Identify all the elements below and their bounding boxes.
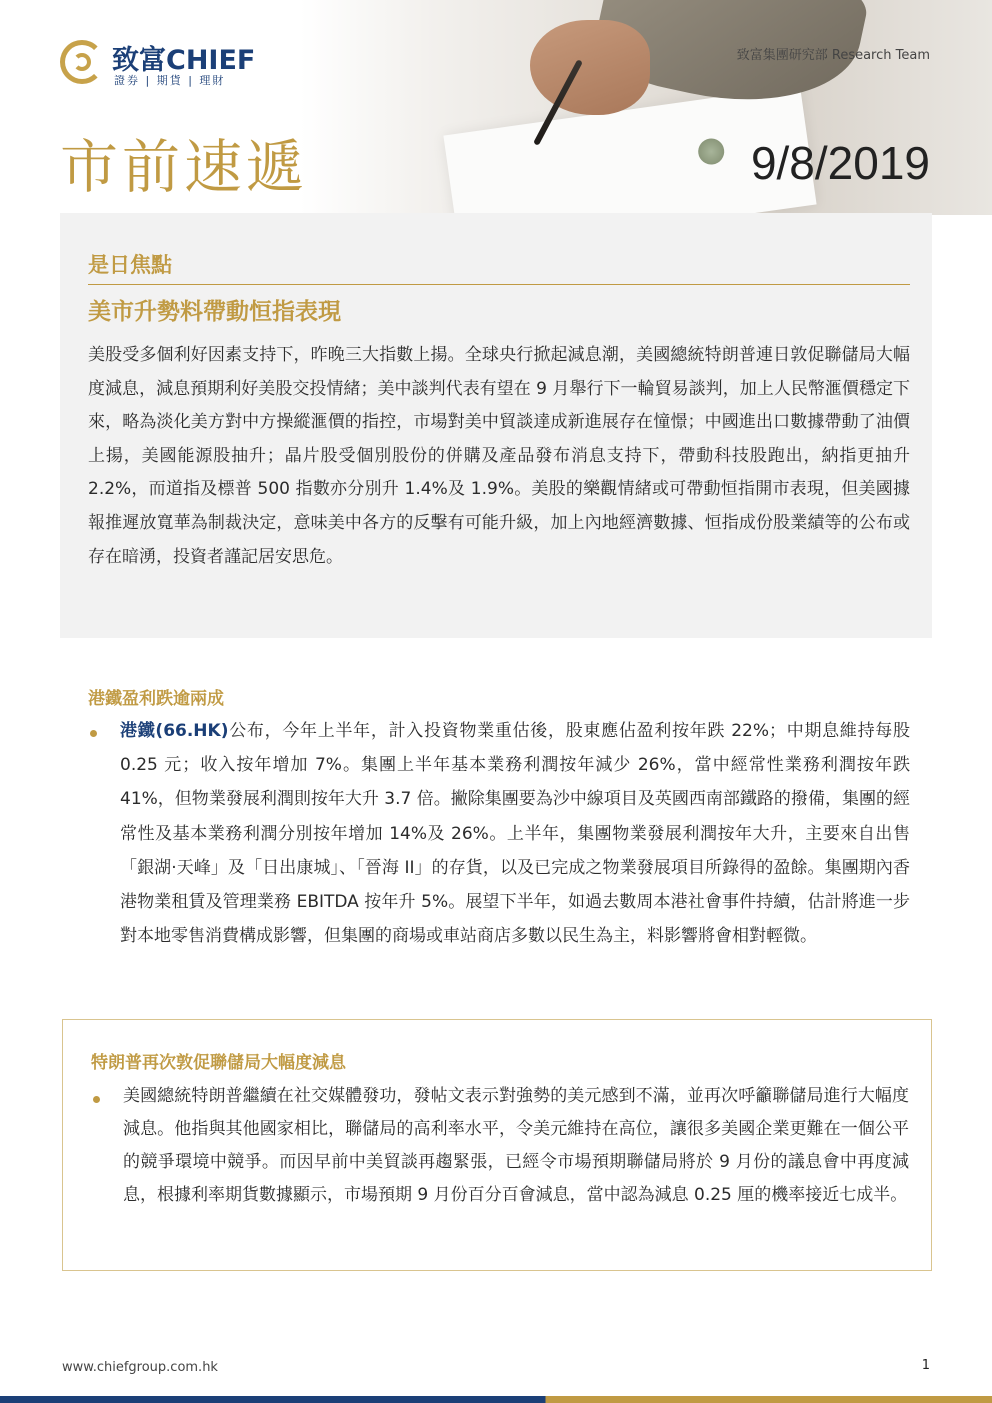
page-number: 1 bbox=[921, 1358, 930, 1373]
department-label: 致富集團研究部 Research Team bbox=[736, 48, 930, 63]
bullet-icon bbox=[90, 730, 97, 737]
photo-hand bbox=[530, 20, 650, 115]
footer-bar bbox=[0, 1396, 992, 1403]
report-date: 9/8/2019 bbox=[750, 137, 930, 189]
report-title: 市前速遞 bbox=[60, 133, 309, 201]
focus-heading: 是日焦點 bbox=[88, 253, 172, 277]
chief-logo-icon bbox=[60, 40, 104, 84]
brand-name: 致富CHIEF bbox=[112, 45, 256, 76]
bullet-icon bbox=[93, 1096, 100, 1103]
footer-website-link[interactable]: www.chiefgroup.com.hk bbox=[62, 1360, 218, 1375]
mtr-ticker: 港鐵(66.HK) bbox=[120, 721, 229, 741]
photo-chart-dot bbox=[697, 137, 726, 166]
brand-logo bbox=[60, 36, 290, 96]
mtr-body-text: 公布，今年上半年，計入投資物業重估後，股東應佔盈利按年跌 22%；中期息維持每股 0.25 元；收入按年增加 7%。集團上半年基本業務利潤按年減少 26%，當中經常性業務利潤按年跌 41%，但物業發展利潤則按年大升 3.7 倍。撇除集團要為沙中線項目及英國西南部鐵路的撥備，集團的經常性及基本業務利潤分別按年增加 14%及 26%。上半年，集團物業發展利潤按年大升，主要來自出售「銀湖‧天峰」及「日出康城」、「晉海 II」的存貨，以及已完成之物業發展項目所錄得的盈餘。集團期內香港物業租賃及管理業務 EBITDA 按年升 5%。展望下半年，如過去數周本港社會事件持續，估計將進一步對本地零售消費構成影響，但集團的商場或車站商店多數以民生為主，料影響將會相對輕微。 bbox=[120, 721, 910, 947]
trump-body: 美國總統特朗普繼續在社交媒體發功，發帖文表示對強勢的美元感到不滿，並再次呼籲聯儲局進行大幅度減息。他指與其他國家相比，聯儲局的高利率水平，令美元維持在高位，讓很多美國企業更難在一個公平的競爭環境中競爭。而因早前中美貿談再趨緊張，已經令市場預期聯儲局將於 9 月份的議息會中再度減息，根據利率期貨數據顯示，市場預期 9 月份百分百會減息，當中認為減息 0.25 厘的機率接近七成半。 bbox=[123, 1086, 909, 1205]
focus-body: 美股受多個利好因素支持下，昨晚三大指數上揚。全球央行掀起減息潮，美國總統特朗普連日敦促聯儲局大幅度減息，減息預期利好美股交投情緒；美中談判代表有望在 9 月舉行下一輪貿易談判，加上人民幣滙價穩定下來，略為淡化美方對中方操縱滙價的指控，市場對美中貿談達成新進展存在憧憬；中國進出口數據帶動了油價上揚，美國能源股抽升；晶片股受個別股份的併購及產品發布消息支持下，帶動科技股跑出，納指更抽升 2.2%，而道指及標普 500 指數亦分別升 1.4%及 1.9%。美股的樂觀情緒或可帶動恒指開市表現，但美國據報推遲放寬華為制裁決定，意味美中各方的反擊有可能升級，加上內地經濟數據、恒指成份股業績等的公布或存在暗湧，投資者謹記居安思危。 bbox=[88, 345, 910, 567]
mtr-body bbox=[120, 714, 910, 953]
focus-panel bbox=[60, 213, 932, 638]
trump-section bbox=[62, 1019, 932, 1271]
trump-heading: 特朗普再次敦促聯儲局大幅度減息 bbox=[91, 1053, 346, 1073]
mtr-heading: 港鐵盈利跌逾兩成 bbox=[88, 689, 224, 709]
focus-subheading: 美市升勢料帶動恒指表現 bbox=[88, 299, 341, 325]
focus-divider bbox=[88, 284, 910, 285]
brand-tagline: 證券 | 期貨 | 理財 bbox=[114, 74, 226, 87]
